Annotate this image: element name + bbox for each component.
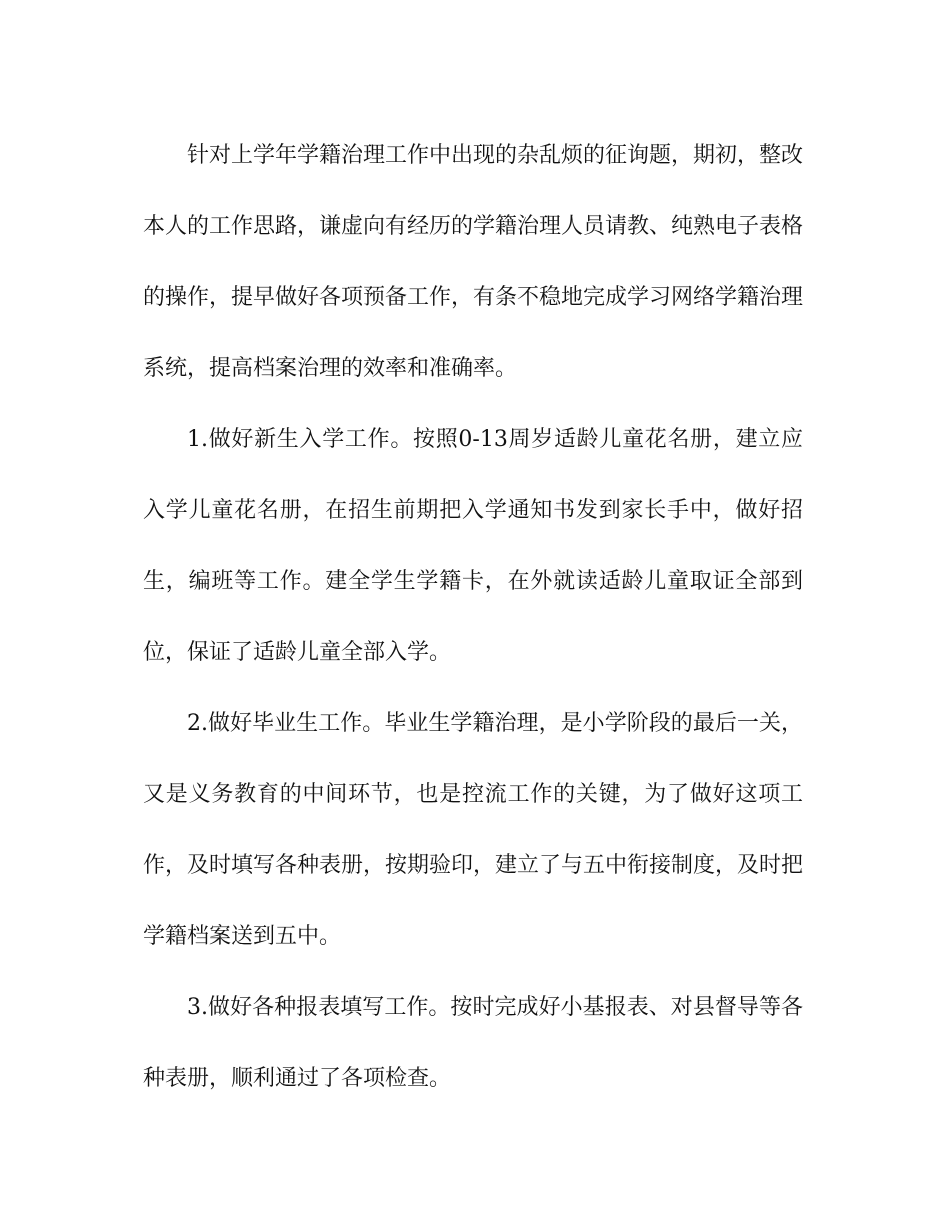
paragraph-item-2: 2.做好毕业生工作。毕业生学籍治理，是小学阶段的最后一关，又是义务教育的中间环节，也是控流工作的关键，为了做好这项工作，及时填写各种表册，按期验印，建立了与五中衔接制度，及时把学籍档案送到五中。 <box>143 711 804 949</box>
paragraph-intro: 针对上学年学籍治理工作中出现的杂乱烦的征询题，期初，整改本人的工作思路，谦虚向有经历的学籍治理人员请教、纯熟电子表格的操作，提早做好各项预备工作，有条不稳地完成学习网络学籍治理系统，提高档案治理的效率和准确率。 <box>143 143 804 381</box>
document-body <box>143 120 803 1114</box>
paragraph-item-3: 3.做好各种报表填写工作。按时完成好小基报表、对县督导等各种表册，顺利通过了各项检查。 <box>143 995 803 1091</box>
paragraph-item-1: 1.做好新生入学工作。按照0-13周岁适龄儿童花名册，建立应入学儿童花名册，在招生前期把入学通知书发到家长手中，做好招生，编班等工作。建全学生学籍卡，在外就读适龄儿童取证全部到位，保证了适龄儿童全部入学。 <box>143 427 803 665</box>
